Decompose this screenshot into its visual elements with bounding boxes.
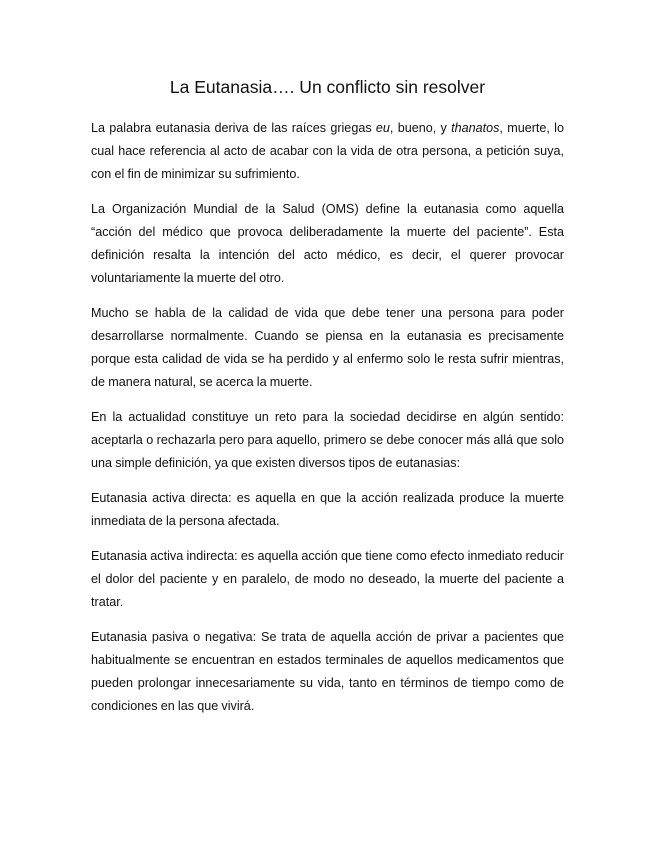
paragraph-etymology-part-b: , bueno, y — [389, 121, 452, 135]
document-body — [91, 117, 564, 730]
paragraph-etymology-part-a: La palabra eutanasia deriva de las raíces griegas — [91, 121, 376, 135]
paragraph-passive: Eutanasia pasiva o negativa: Se trata de aquella acción de privar a pacientes que habitualmente se encuentran en estados terminales de aquellos medicamentos que pueden prolongar innecesariamente su vida, tanto en términos de tiempo como de condiciones en las que vivirá. — [91, 630, 564, 713]
paragraph-challenge: En la actualidad constituye un reto para la sociedad decidirse en algún sentido: aceptarla o rechazarla pero para aquello, primero se debe conocer más allá que solo una simple definición, ya que existen diversos tipos de eutanasias: — [91, 410, 564, 470]
greek-word-thanatos: thanatos — [451, 121, 500, 135]
paragraph-active-indirect: Eutanasia activa indirecta: es aquella acción que tiene como efecto inmediato reducir el dolor del paciente y en paralelo, de modo no deseado, la muerte del paciente a tratar. — [91, 549, 564, 609]
paragraph-etymology — [91, 117, 564, 186]
paragraph-active-direct: Eutanasia activa directa: es aquella en que la acción realizada produce la muerte inmediata de la persona afectada. — [91, 491, 564, 528]
paragraph-etymology-part-c: , muerte, lo cual hace referencia al acto de acabar con la vida de otra persona, a petición suya, con el fin de minimizar su sufrimiento. — [91, 121, 564, 181]
paragraph-quality-of-life: Mucho se habla de la calidad de vida que debe tener una persona para poder desarrollarse normalmente. Cuando se piensa en la eutanasia es precisamente porque esta calidad de vida se ha perdido y al enfermo solo le resta sufrir mientras, de manera natural, se acerca la muerte. — [91, 306, 564, 389]
document-title: La Eutanasia…. Un conflicto sin resolver — [169, 77, 486, 97]
greek-word-eu: eu — [375, 121, 390, 135]
paragraph-oms-definition: La Organización Mundial de la Salud (OMS) define la eutanasia como aquella “acción del médico que provoca deliberadamente la muerte del paciente”. Esta definición resalta la intención del acto médico, es decir, el querer provocar voluntariamente la muerte del otro. — [91, 202, 564, 285]
